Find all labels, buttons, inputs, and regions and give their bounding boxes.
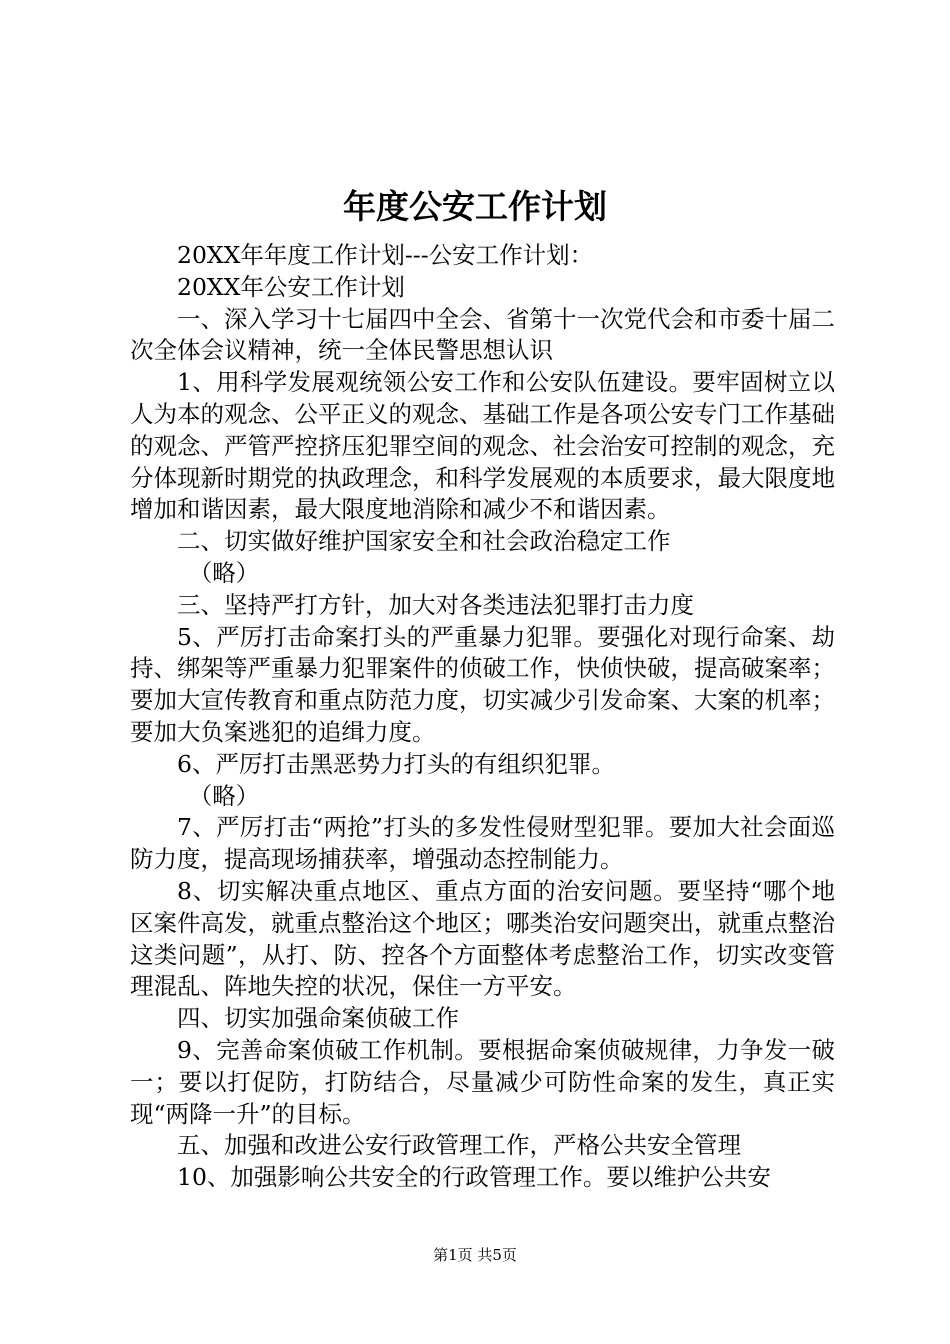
paragraph-omitted-1: （略） xyxy=(188,558,260,587)
document-body xyxy=(130,240,835,1194)
paragraph-item-9: 9、完善命案侦破工作机制。要根据命案侦破规律，力争发一破一；要以打促防，打防结合，尽量减少可防性命案的发生，真正实现“两降一升”的目标。 xyxy=(130,1035,835,1128)
section-heading-1: 一、深入学习十七届四中全会、省第十一次党代会和市委十届二次全体会议精神，统一全体民警思想认识 xyxy=(130,304,835,365)
paragraph-item-5: 5、严厉打击命案打头的严重暴力犯罪。要强化对现行命案、劫持、绑架等严重暴力犯罪案件的侦破工作，快侦快破，提高破案率；要加大宣传教育和重点防范力度，切实减少引发命案、大案的机率；要加大负案逃犯的追缉力度。 xyxy=(130,622,835,746)
paragraph-subtitle-1: 20XX年年度工作计划---公安工作计划： xyxy=(177,241,594,269)
paragraph-item-6: 6、严厉打击黑恶势力打头的有组织犯罪。 xyxy=(177,749,615,778)
section-heading-4: 四、切实加强命案侦破工作 xyxy=(177,1004,459,1033)
page-footer: 第1页 共5页 xyxy=(433,1246,517,1264)
section-heading-3: 三、坚持严打方针，加大对各类违法犯罪打击力度 xyxy=(177,590,694,619)
paragraph-subtitle-2: 20XX年公安工作计划 xyxy=(177,272,405,301)
paragraph-item-7: 7、严厉打击“两抢”打头的多发性侵财型犯罪。要加大社会面巡防力度，提高现场捕获率，增强动态控制能力。 xyxy=(130,813,835,874)
section-heading-5: 五、加强和改进公安行政管理工作，严格公共安全管理 xyxy=(177,1131,741,1160)
paragraph-item-1: 1、用科学发展观统领公安工作和公安队伍建设。要牢固树立以人为本的观念、公平正义的观念、基础工作是各项公安专门工作基础的观念、严管严控挤压犯罪空间的观念、社会治安可控制的观念，充分体现新时期党的执政理念，和科学发展观的本质要求，最大限度地增加和谐因素，最大限度地消除和减少不和谐因素。 xyxy=(130,368,835,524)
paragraph-item-8: 8、切实解决重点地区、重点方面的治安问题。要坚持“哪个地区案件高发，就重点整治这个地区；哪类治安问题突出，就重点整治这类问题”，从打、防、控各个方面整体考虑整治工作，切实改变管理混乱、阵地失控的状况，保住一方平安。 xyxy=(130,876,835,1001)
document-title: 年度公安工作计划 xyxy=(343,187,607,226)
paragraph-item-10: 10、加强影响公共安全的行政管理工作。要以维护公共安 xyxy=(177,1163,771,1192)
section-heading-2: 二、切实做好维护国家安全和社会政治稳定工作 xyxy=(177,527,671,556)
paragraph-omitted-2: （略） xyxy=(188,781,260,810)
